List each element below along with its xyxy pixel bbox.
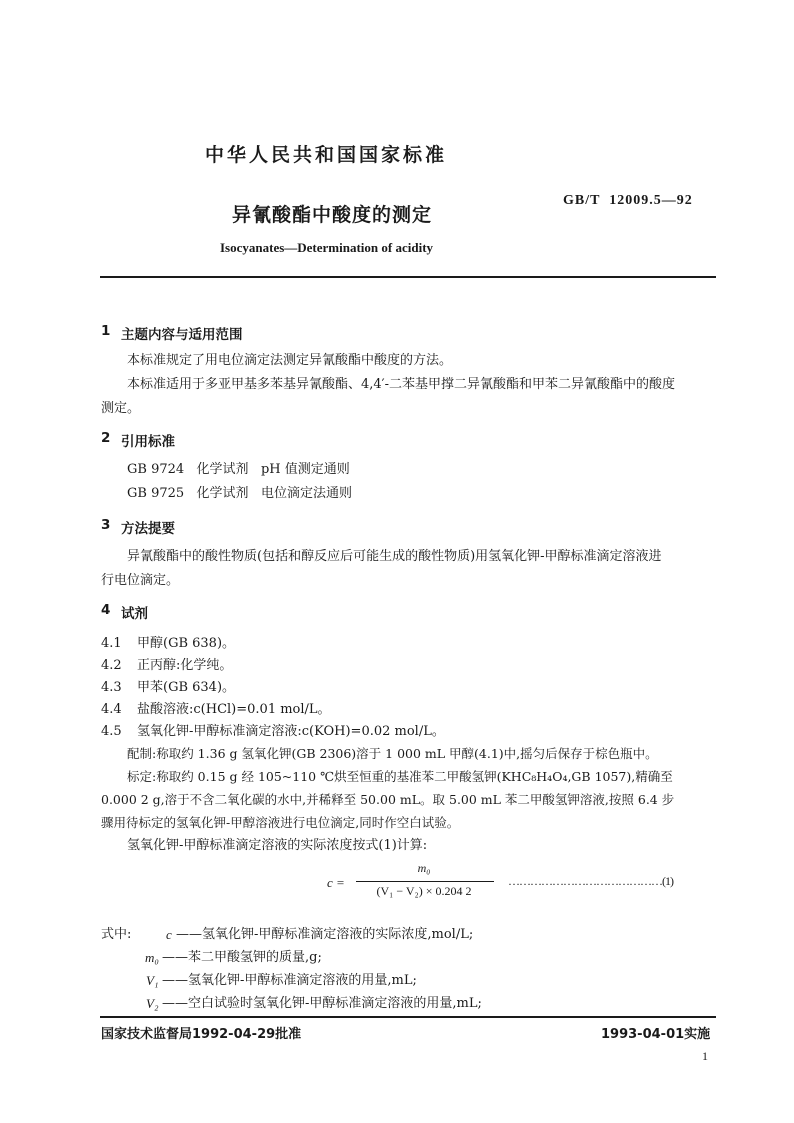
section-1-number: 1 xyxy=(101,323,111,339)
symbol-definition: ——氢氧化钾-甲醇标准滴定溶液的实际浓度,mol/L; xyxy=(176,927,474,942)
symbol-definition: ——氢氧化钾-甲醇标准滴定溶液的用量,mL; xyxy=(162,973,417,988)
fraction-bar xyxy=(356,881,494,882)
symbol: V₁ xyxy=(146,973,159,988)
formula-denominator: (V₁ − V₂) × 0.204 2 xyxy=(376,884,472,898)
reagent-number: 4.5 xyxy=(101,724,122,739)
implementation-date: 1993-04-01实施 xyxy=(601,1027,711,1042)
where-label: 式中: xyxy=(101,927,132,942)
calibration-line-2: 0.000 2 g,溶于不含二氧化碳的水中,并稀释至 50.00 mL。取 5.00 mL 苯二甲酸氢钾溶液,按照 6.4 步 xyxy=(101,792,675,807)
reagent-number: 4.3 xyxy=(101,680,122,695)
reagent-text: 正丙醇:化学纯。 xyxy=(137,658,233,673)
standard-code: GB/T 12009.5—92 xyxy=(563,193,693,208)
header-rule xyxy=(100,276,716,278)
reagent-text: 盐酸溶液:c(HCl)=0.01 mol/L。 xyxy=(137,702,331,717)
section-4-number: 4 xyxy=(101,602,111,618)
section-2-heading: 引用标准 xyxy=(121,434,175,450)
reference-item: GB 9724 化学试剂 pH 值测定通则 xyxy=(127,462,350,477)
reagent-text: 氢氧化钾-甲醇标准滴定溶液:c(KOH)=0.02 mol/L。 xyxy=(137,724,445,739)
section-3-line-2: 行电位滴定。 xyxy=(101,573,180,588)
section-1-heading: 主题内容与适用范围 xyxy=(121,327,243,343)
preparation-paragraph: 配制:称取约 1.36 g 氢氧化钾(GB 2306)溶于 1 000 mL 甲醇(4.1)中,摇匀后保存于棕色瓶中。 xyxy=(127,746,658,761)
reagent-text: 甲苯(GB 634)。 xyxy=(137,680,236,695)
calibration-line-3: 骤用待标定的氢氧化钾-甲醇溶液进行电位滴定,同时作空白试验。 xyxy=(101,815,460,830)
symbol: c xyxy=(166,927,172,942)
document-title: 异氰酸酯中酸度的测定 xyxy=(232,204,433,226)
page-number: 1 xyxy=(702,1049,708,1063)
footer-rule xyxy=(100,1016,716,1018)
section-3-number: 3 xyxy=(101,517,111,533)
symbol: m₀ xyxy=(145,950,159,965)
formula-numerator: m₀ xyxy=(417,861,431,875)
reagent-number: 4.1 xyxy=(101,636,122,651)
symbol-definition: ——苯二甲酸氢钾的质量,g; xyxy=(162,950,322,965)
english-title: Isocyanates—Determination of acidity xyxy=(220,240,434,255)
reagent-text: 甲醇(GB 638)。 xyxy=(137,636,236,651)
section-3-line-1: 异氰酸酯中的酸性物质(包括和醇反应后可能生成的酸性物质)用氢氧化钾-甲醇标准滴定溶液进 xyxy=(127,549,662,564)
section-1-paragraph-1: 本标准规定了用电位滴定法测定异氰酸酯中酸度的方法。 xyxy=(127,353,453,368)
symbol-definition: ——空白试验时氢氧化钾-甲醇标准滴定溶液的用量,mL; xyxy=(162,996,482,1011)
reagent-number: 4.4 xyxy=(101,702,122,717)
section-1-paragraph-2-line-2: 测定。 xyxy=(101,401,141,416)
approval-line: 国家技术监督局1992-04-29批准 xyxy=(101,1027,302,1042)
formula-lhs: c = xyxy=(327,875,345,890)
reference-item: GB 9725 化学试剂 电位滴定法通则 xyxy=(127,486,352,501)
calibration-line-1: 标定:称取约 0.15 g 经 105~110 ℃烘至恒重的基准苯二甲酸氢钾(KHC₈H₄O₄,GB 1057),精确至 xyxy=(127,769,673,784)
national-standard-title: 中华人民共和国国家标准 xyxy=(205,144,448,166)
section-2-number: 2 xyxy=(101,430,111,446)
symbol: V₂ xyxy=(146,996,159,1011)
section-1-paragraph-2-line-1: 本标准适用于多亚甲基多苯基异氰酸酯、4,4′-二苯基甲撑二异氰酸酯和甲苯二异氰酸酯中的酸度 xyxy=(127,377,676,392)
section-3-heading: 方法提要 xyxy=(121,521,175,537)
reagent-number: 4.2 xyxy=(101,658,122,673)
formula-intro: 氢氧化钾-甲醇标准滴定溶液的实际浓度按式(1)计算: xyxy=(127,838,428,853)
equation-number: ……………………………………(1) xyxy=(508,874,673,888)
section-4-heading: 试剂 xyxy=(121,606,148,622)
